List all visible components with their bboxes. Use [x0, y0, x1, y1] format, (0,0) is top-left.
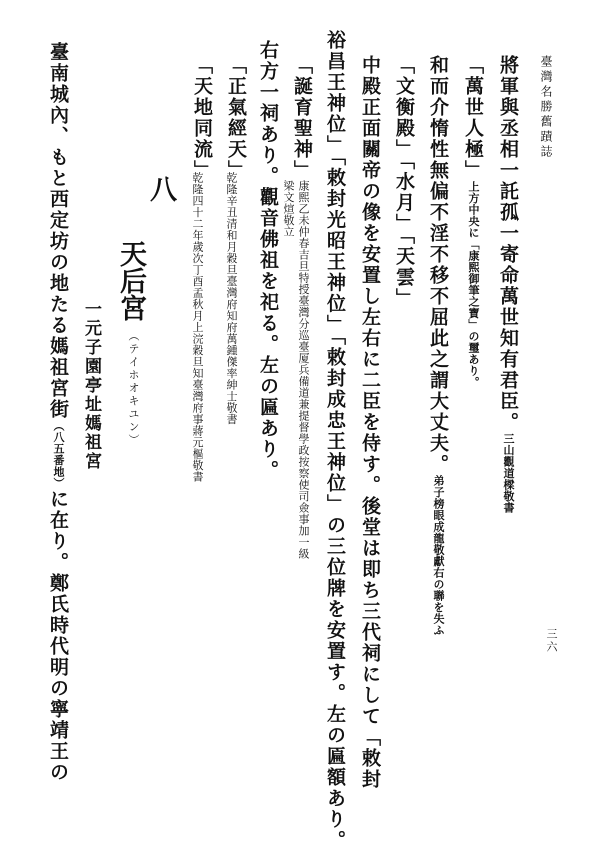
- section-subtitle: 一元子園亭址媽祖宮: [81, 300, 101, 471]
- column-note: 上方中央に「康熙御筆之寶」の璽あり。: [467, 181, 480, 388]
- column-note: （八五番地）: [52, 420, 65, 489]
- column-note: 三山觀道樑敬書: [502, 433, 515, 514]
- text-column: 右方一祠あり。觀音佛祖を祀る。左の匾あり。: [257, 40, 279, 481]
- column-text: 臺南城內、もと西定坊の地たる媽祖宮街: [47, 42, 69, 420]
- column-text: 「天地同流」: [191, 55, 213, 181]
- section-reading: （テイホオキユン）: [127, 330, 140, 447]
- column-text: に在り。鄭氏時代明の寧靖王の: [47, 489, 69, 783]
- text-column: [48, 42, 67, 783]
- text-column: [226, 55, 245, 181]
- column-note: 康熙乙未仲春吉旦特授臺灣分巡臺厦兵備道兼提督學政按察使司僉事加一級: [297, 180, 310, 560]
- column-text: 將軍與丞相一託孤一寄命萬世知有君臣。: [497, 55, 519, 433]
- section-number: 八: [145, 175, 176, 202]
- text-column: 裕昌王神位」「敕封光昭王神位」「敕封成忠王神位」の三位牌を安置す。左の匾額あり。: [324, 30, 346, 851]
- column-text: 「誕育聖神」: [291, 55, 313, 181]
- column-note: 梁文煊敬立: [282, 180, 295, 238]
- column-text: 「萬世人極」: [462, 55, 484, 181]
- column-text: 和而介惰性無偏不淫不移不屈此之謂大丈夫。: [427, 55, 449, 475]
- text-column: [428, 55, 447, 636]
- column-note: 乾隆辛丑清和月穀旦臺灣府知府萬鍾傑率紳士敬書: [225, 172, 238, 425]
- column-note: 乾隆四十二年歲次丁酉孟秋月上浣穀旦知臺灣府事蔣元樞敬書: [191, 172, 204, 483]
- text-column: [498, 55, 517, 514]
- text-column: [463, 55, 482, 388]
- column-text: 「正氣經天」: [225, 55, 247, 181]
- page-number: 三六: [545, 628, 558, 654]
- column-note: 弟子榜眼成龍敬獻右の聯を失ふ: [432, 475, 445, 636]
- text-column: [292, 55, 311, 181]
- section-title: 天后宮: [115, 240, 146, 321]
- text-column: 中殿正面關帝の像を安置し左右に二臣を侍す。後堂は即ち三代祠にして「敕封: [359, 55, 381, 790]
- text-column: 「文衡殿」「水月」「天雲」: [393, 55, 415, 309]
- running-header: 臺灣名勝舊蹟誌: [539, 55, 553, 160]
- text-column: [192, 55, 211, 181]
